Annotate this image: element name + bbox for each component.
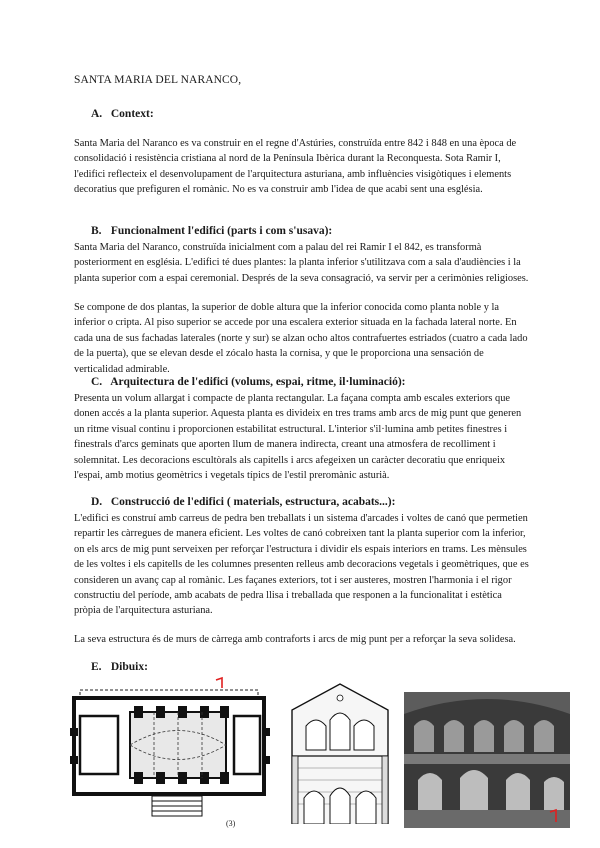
section-e-letter: E. xyxy=(91,661,102,673)
section-b-paragraph-2: Se compone de dos plantas, la superior de doble altura que la inferior conocida como planta noble y la inferior o cripta. Al piso superior se accede por una escalera exterior situada en la fachada lateral norte. En cada una de sus fachadas laterales (norte y sur) se alzan ocho altos contrafuertes estriados (cuatro a cada lado de la puerta), que se elevan desde el zócalo hasta la cornisa, y que le proporciona una sensación de verticalidad admirable. xyxy=(74,302,528,375)
floor-plan-drawing xyxy=(70,676,270,828)
elevation-drawing xyxy=(286,680,394,824)
section-d-title: Construcció de l'edifici ( materials, estructura, acabats...): xyxy=(110,496,396,508)
section-c-title: Arquitectura de l'edifici (volums, espai, ritme, il·luminació): xyxy=(110,376,406,388)
section-a-title: Context: xyxy=(110,108,154,120)
section-a-paragraph: Santa Maria del Naranco es va construir en el regne d'Astúries, construïda entre 842 i 848 en una època de consolidació i resistència cristiana al nord de la Península Ibèrica durant la Reconquesta. Sota Ramir I, l'edifici reflecteix el desenvolupament de l'arquitectura asturiana, amb influències visigòtiques i elements decoratius que prefiguren el romànic. No es va construir amb l'idea de que acabi sent una església. xyxy=(74,138,517,196)
section-d-letter: D. xyxy=(91,496,103,508)
section-a-letter: A. xyxy=(91,108,103,120)
section-d-paragraph-2: La seva estructura és de murs de càrrega amb contraforts i arcs de mig punt per a reforçar la seva solidesa. xyxy=(74,634,516,645)
section-b-paragraph-1: Santa Maria del Naranco, construïda inicialment com a palau del rei Ramir I el 842, es transformà posteriorment en església. L'edifici té dues plantes: la planta inferior s'utilitzava com a sala d'audiències i la planta superior com a espai ceremonial. Després de la seva consagració, va servir per a cerimònies religioses. xyxy=(74,242,529,284)
section-b-title: Funcionalment l'edifici (parts i com s'usava): xyxy=(110,225,333,237)
plan-caption: (3) xyxy=(226,819,236,828)
document-title: SANTA MARIA DEL NARANCO, xyxy=(74,74,242,86)
section-d-heading xyxy=(91,496,395,508)
section-b-letter: B. xyxy=(91,225,102,237)
section-b-heading xyxy=(91,225,332,237)
section-c-paragraph: Presenta un volum allargat i compacte de planta rectangular. La façana compta amb escales exteriors que donen accés a la planta superior. Aquesta planta es divideix en tres trams amb arcs de mig punt que generen un ritme visual continu i proporcionen estabilitat estructural. L'interior s'il·lumina amb petites finestres i finestrals d'arcs geminats que aporten llum de manera indirecta, creant una atmosfera de recolliment i solemnitat. Les decoracions escultòrals als capitells i arcs afegeixen un caràcter decoratiu que enriqueix l'espai, amb motius geomètrics i vegetals típics de l'estil preromànic asturià. xyxy=(74,393,522,482)
section-c-heading xyxy=(91,376,406,388)
section-e-heading xyxy=(91,661,148,673)
drawings-row xyxy=(70,676,570,828)
section-e-title: Dibuix: xyxy=(110,661,148,673)
section-a-heading xyxy=(91,108,154,120)
interior-photo xyxy=(404,692,570,828)
section-d-paragraph-1: L'edifici es construí amb carreus de pedra ben treballats i un sistema d'arcades i voltes de canó que permetien repartir les càrregues de manera eficient. Les voltes de canó cobreixen tant la planta superior com la inferior, on els arcs de mig punt serveixen per reforçar l'estructura i dividir els espais interiors en trams. Les mènsules de les voltes i els capitells de les columnes presenten relleus amb decoracions vegetals i geomètriques, que es consideren un avanç cap al romànic. Les façanes exteriors, tot i ser austeres, mostren l'harmonia i el rigor constructiu del període, amb acabats de pedra llisa i treballada que responen a la funcionalitat i estètica pròpia de l'arquitectura asturiana. xyxy=(74,513,529,617)
section-c-letter: C. xyxy=(91,376,103,388)
